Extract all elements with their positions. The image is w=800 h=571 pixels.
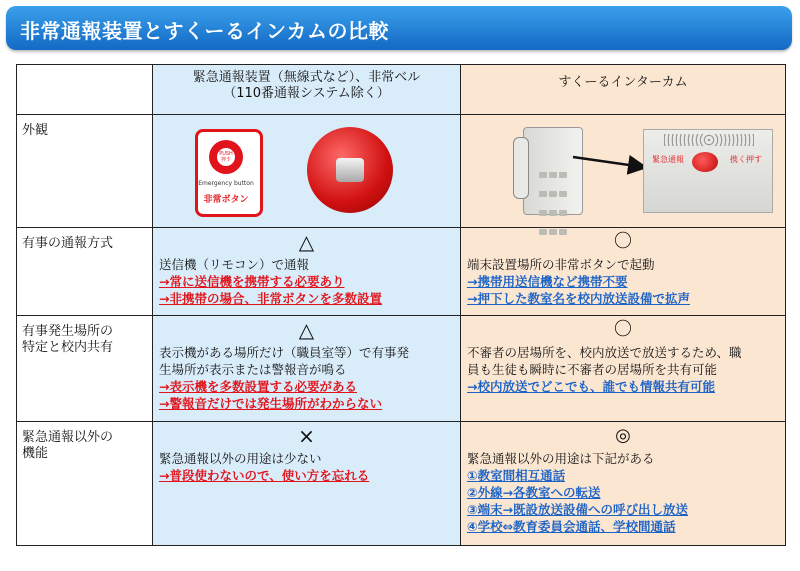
rating-mark: △ [298,230,315,254]
header-row [17,65,786,115]
emergency-button-en-label: Emergency button [198,180,254,187]
rating-mark: ◎ [615,425,631,446]
row-share [17,316,786,422]
blue-note: ④学校⇔教育委員会通話、学校間通話 [467,519,676,534]
comparison-table [16,64,786,546]
header-emergency-line2: （110番通報システム除く） [223,86,390,101]
cell-emergency-share [153,316,461,422]
emergency-button-ring [209,140,243,174]
row-appearance [17,115,786,228]
header-emergency-device [153,65,461,115]
emergency-button-jp-label: 非常ボタン [203,195,249,205]
closeup-left-label: 緊急通報 [652,155,684,164]
row-label-text: 有事の通報方式 [22,236,114,251]
rating-mark: △ [298,318,315,342]
push-knob: PUSH 押す [217,148,235,166]
speaker-grill [664,134,754,146]
title-bar [6,6,792,50]
row-method [17,228,786,316]
red-note: →常に送信機を携帯する必要あり [159,274,345,289]
body-text: 生場所が表示または警報音が鳴る [159,362,347,377]
body-text: 不審者の居場所を、校内放送で放送するため、職 [467,345,742,360]
cell-intercom-method [461,228,786,316]
cell-emergency-appearance [153,115,461,228]
blue-note: ③端末→既設放送設備への呼び出し放送 [467,502,689,517]
body-text: 員も生徒も瞬時に不審者の居場所を共有可能 [467,362,718,377]
body-text: 緊急通報以外の用途は少ない [159,451,322,466]
header-blank-cell [17,65,153,115]
row-label-text: 外観 [22,123,49,138]
blue-note: →押下した教室名を校内放送設備で拡声 [467,291,690,306]
alarm-bell-plate [336,158,364,182]
red-note: →表示機を多数設置する必要がある [159,379,357,394]
cell-intercom-function [461,422,786,546]
blue-note: ①教室間相互通話 [467,468,566,483]
body-text: 緊急通報以外の用途は下記がある [467,451,655,466]
page-title: 非常通報装置とすくーるインカムの比較 [20,19,389,43]
header-intercom-label: すくーるインターカム [558,75,688,90]
red-note: →非携帯の場合、非常ボタンを多数設置 [159,291,382,306]
rating-mark: 〇 [614,319,632,340]
body-text: 送信機（リモコン）で通報 [159,257,310,272]
red-note: →普段使わないので、使い方を忘れる [159,468,370,483]
header-emergency-line1: 緊急通報装置（無線式など）、非常ベル [192,70,421,85]
row-label-appearance [17,115,153,228]
header-intercom [461,65,786,115]
row-label-share [17,316,153,422]
alarm-bell-image [307,127,393,213]
emergency-button-image [195,129,263,217]
row-function [17,422,786,546]
cell-intercom-share [461,316,786,422]
emergency-red-button [692,152,718,172]
blue-note: →携帯用送信機など携帯不要 [467,274,628,289]
blue-note: →校内放送でどこでも、誰でも情報共有可能 [467,379,715,394]
body-text: 表示機がある場所だけ（職員室等）で有事発 [159,345,410,360]
closeup-right-label: 携く押す [730,155,762,164]
cell-emergency-method [153,228,461,316]
row-label-text: 機能 [22,446,49,461]
row-label-method [17,228,153,316]
red-note: →警報音だけでは発生場所がわからない [159,396,382,411]
cell-emergency-function [153,422,461,546]
row-label-text: 緊急通報以外の [22,430,114,445]
rating-mark: 〇 [614,231,632,252]
blue-note: ②外線→各教室への転送 [467,485,601,500]
cell-intercom-appearance [461,115,786,228]
row-label-text: 有事発生場所の [22,324,114,339]
row-label-text: 特定と校内共有 [22,340,114,355]
row-label-function [17,422,153,546]
intercom-button-closeup-image [643,129,773,213]
body-text: 端末設置場所の非常ボタンで起動 [467,257,655,272]
rating-mark: × [298,424,315,448]
